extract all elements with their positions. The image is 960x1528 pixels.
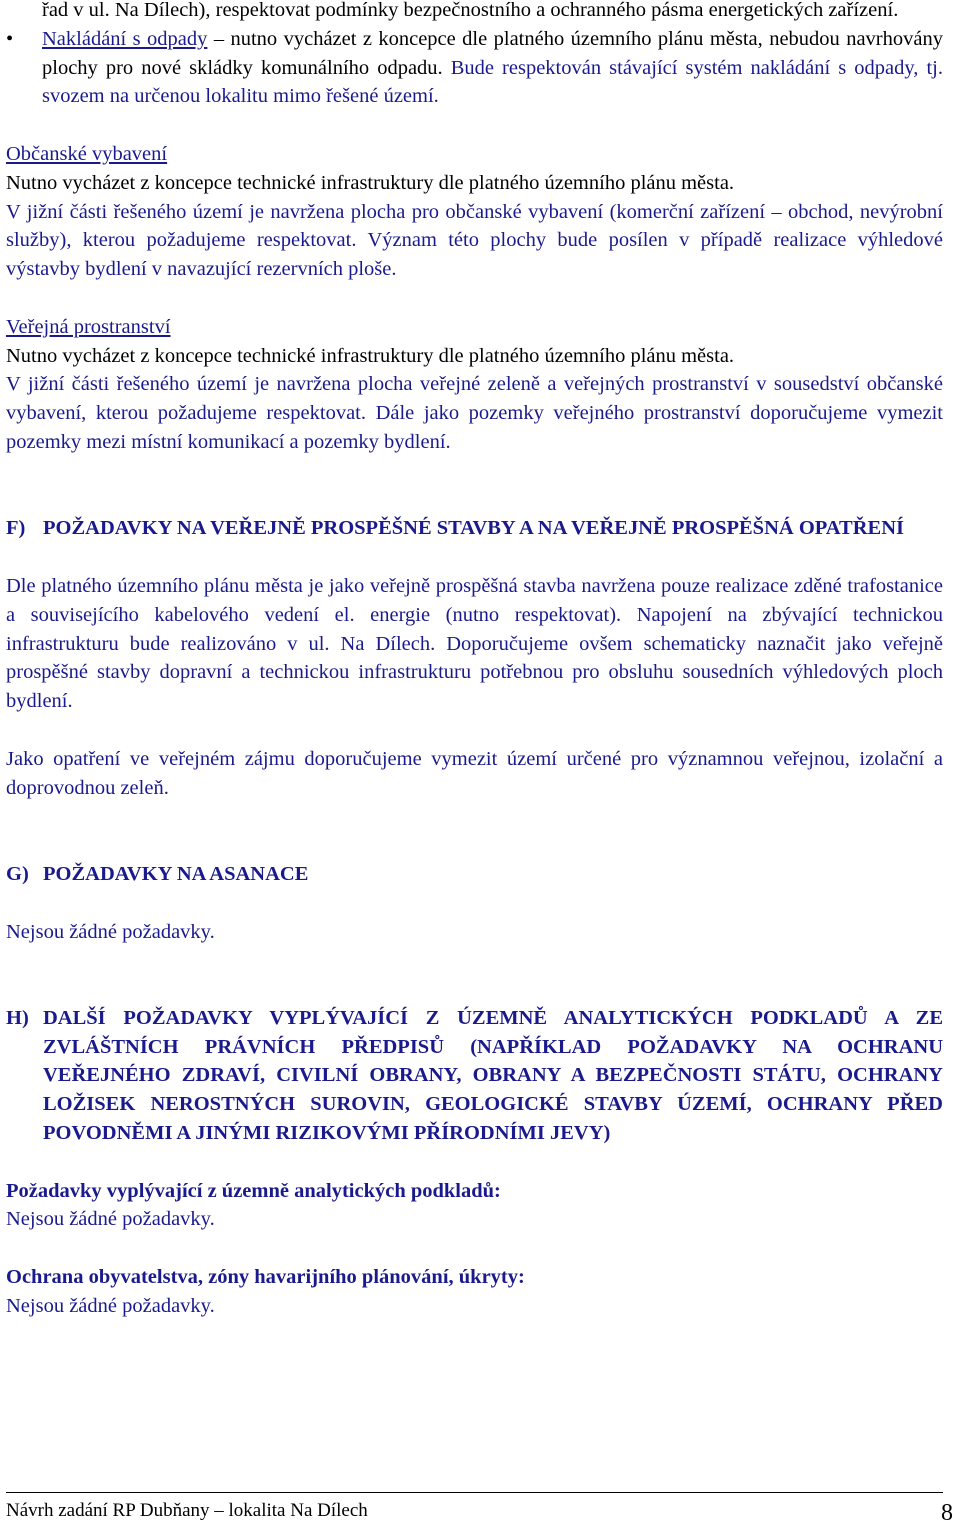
- waste-text: – nutno vycházet z koncepce dle platného územního plánu města, nebudou navrhovány plochy pro nové skládky komunálního odpadu.: [42, 27, 943, 79]
- section-h-sub1-text: Nejsou žádné požadavky.: [6, 1208, 215, 1231]
- civic-line1: Nutno vycházet z koncepce technické infrastruktury dle platného územního plánu města.: [6, 171, 735, 194]
- section-f-para2: Jako opatření ve veřejném zájmu doporučujeme vymezit území určené pro významnou veřejnou, izolační a doprovodnou zeleň.: [6, 747, 943, 799]
- section-h-sub1-heading: Požadavky vyplývající z územně analytických podkladů:: [6, 1179, 501, 1202]
- footer-title: Návrh zadání RP Dubňany – lokalita Na Dílech: [6, 1500, 368, 1521]
- section-h-title: DALŠÍ POŽADAVKY VYPLÝVAJÍCÍ Z ÚZEMNĚ ANALYTICKÝCH PODKLADŮ A ZE ZVLÁŠTNÍCH PRÁVNÍCH PŘEDPISŮ (NAPŘÍKLAD POŽADAVKY NA OCHRANU VEŘEJNÉHO ZDRAVÍ, CIVILNÍ OBRANY, OBRANY A BEZPEČNOSTI STÁTU, OCHRANY LOŽISEK NEROSTNÝCH SUROVIN, GEOLOGICKÉ STAVBY ÚZEMÍ, OCHRANY PŘED POVODNĚMI A JINÝMI RIZIKOVÝMI PŘÍRODNÍMI JEVY): [43, 1006, 943, 1145]
- page-footer: [6, 1492, 953, 1526]
- waste-lead: Nakládání s odpady: [42, 27, 208, 50]
- bullet-waste: [6, 25, 943, 111]
- public-space-line3: Dále jako pozemky veřejného prostranství doporučujeme vymezit pozemky mezi místní komunikací a pozemky bydlení.: [6, 402, 943, 453]
- public-space-line2: V jižní části řešeného území je navržena plocha veřejné zeleně a veřejných prostranství v sousedství občanské vybavení, kterou požadujeme respektovat.: [6, 373, 943, 425]
- section-f-heading: [6, 514, 943, 543]
- section-f-title: POŽADAVKY NA VEŘEJNĚ PROSPĚŠNÉ STAVBY A NA VEŘEJNĚ PROSPĚŠNÁ OPATŘENÍ: [43, 517, 904, 540]
- civic-heading-text: Občanské vybavení: [6, 142, 168, 165]
- page-number: 8: [941, 1500, 953, 1526]
- section-g-text: Nejsou žádné požadavky.: [6, 920, 215, 943]
- intro-continuation: řad v ul. Na Dílech), respektovat podmínky bezpečnostního a ochranného pásma energetických zařízení.: [42, 0, 899, 21]
- waste-text-blue: Bude respektován stávající systém nakládání s odpady, tj. svozem na určenou lokalitu mimo řešené území.: [42, 56, 943, 108]
- civic-line3: Význam této plochy bude posílen v případě realizace výhledové výstavby bydlení v navazující rezervních ploše.: [6, 229, 944, 281]
- bullet-icon: •: [6, 27, 14, 50]
- section-g-heading: [6, 860, 943, 889]
- civic-line2: V jižní části řešeného území je navržena plocha pro občanské vybavení (komerční zařízení – obchod, nevýrobní služby), kterou požadujeme respektovat.: [6, 200, 943, 252]
- document-page: [6, 0, 943, 1321]
- section-h-sub2-text: Nejsou žádné požadavky.: [6, 1294, 215, 1317]
- public-space-line1: Nutno vycházet z koncepce technické infrastruktury dle platného územního plánu města.: [6, 344, 735, 367]
- civic-para: [6, 198, 943, 284]
- public-space-heading: [6, 313, 943, 342]
- public-space-para: [6, 370, 943, 456]
- section-f-letter: F): [6, 517, 26, 540]
- section-f-para1: Dle platného územního plánu města je jako veřejně prospěšná stavba navržena pouze realizace zděné trafostanice a souvisejícího kabelového vedení el. energie (nutno respektovat). Napojení na zbývající technickou infrastrukturu bude realizováno v ul. Na Dílech. Doporučujeme ovšem schematicky naznačit jako veřejně prospěšné stavby dopravní a technickou infrastrukturu potřebnou pro obsluhu sousedních výhledových ploch bydlení.: [6, 574, 943, 713]
- public-space-heading-text: Veřejná prostranství: [6, 315, 171, 338]
- civic-heading: [6, 140, 943, 169]
- section-g-letter: G): [6, 862, 29, 885]
- section-h-heading: [6, 1004, 943, 1148]
- section-h-letter: H): [6, 1006, 29, 1029]
- section-h-sub2-heading: Ochrana obyvatelstva, zóny havarijního plánování, úkryty:: [6, 1266, 525, 1289]
- section-g-title: POŽADAVKY NA ASANACE: [43, 862, 309, 885]
